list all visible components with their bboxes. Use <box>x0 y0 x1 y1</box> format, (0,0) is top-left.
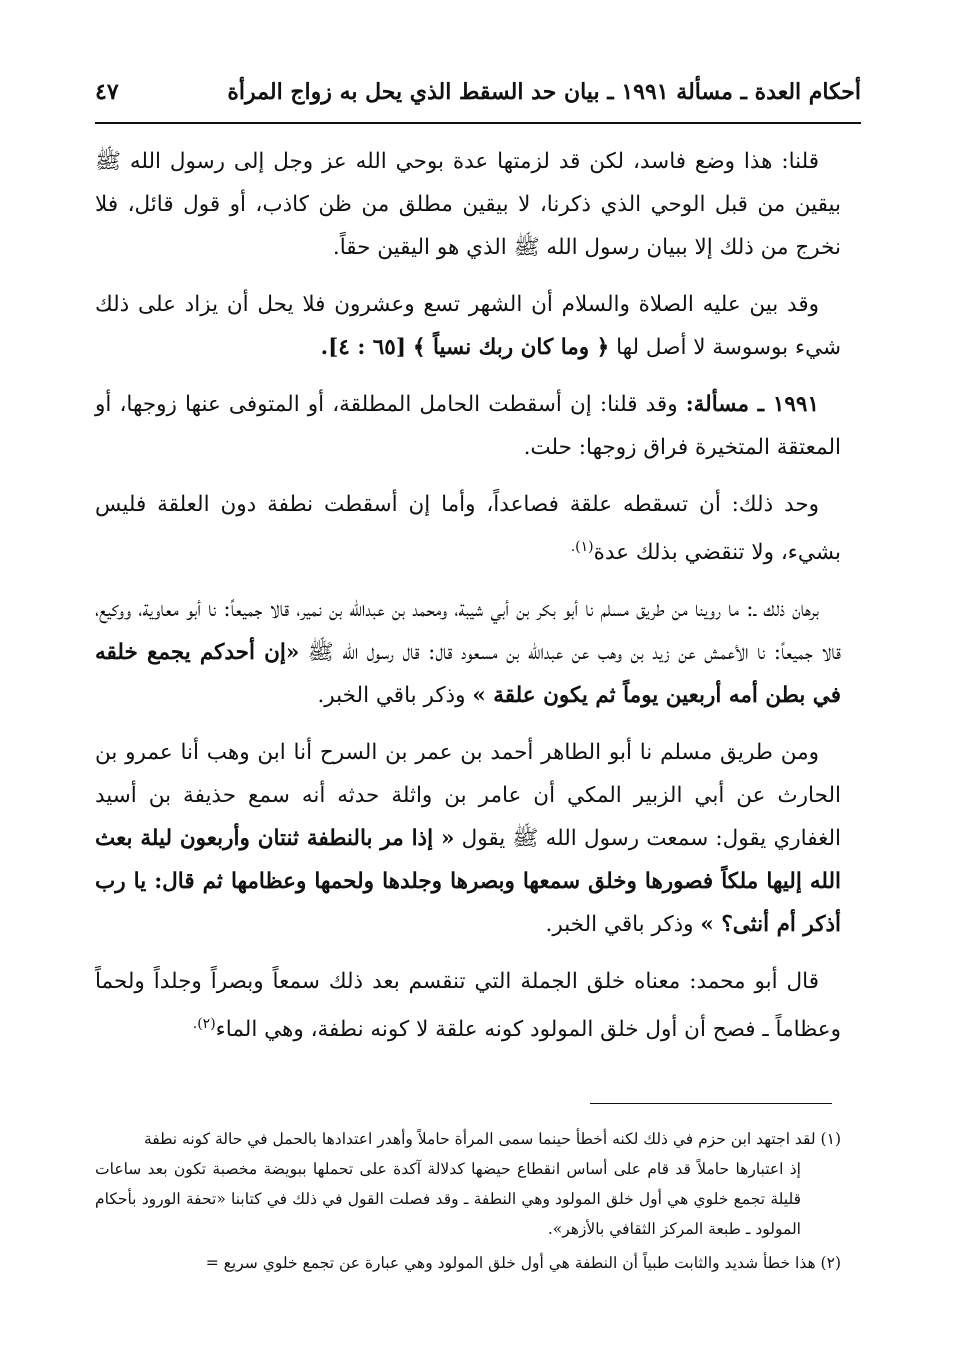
paragraph-5: برهان ذلك ـ: ما روينا من طريق مسلم نا أبو بكر بن أبي شيبة، ومحمد بن عبدالله بن نمير، قالا جميعاً: نا أبو معاوية، ووكيع، قالا جميعاً: نا الأعمش عن زيد بن وهب عن عبدالله بن مسعود قال: قال رسول الله ﷺ «إن أحدكم يجمع خلقه في بطن أمه أربعين يوماً ثم يكون علقة » وذكر باقي الخبر. <box>95 597 841 709</box>
paragraph-1: قلنا: هذا وضع فاسد، لكن قد لزمتها عدة بوحي الله عز وجل إلى رسول الله ﷺ بيقين من قبل الوحي الذي ذكرنا، لا بيقين مطلق من ظن كاذب، أو قول قائل، فلا نخرج من ذلك إلا ببيان رسول الله ﷺ الذي هو اليقين حقاً. <box>95 149 841 260</box>
page-header <box>95 70 861 114</box>
header-rule <box>95 122 861 124</box>
paragraph-3: ١٩٩١ ـ مسألة: وقد قلنا: إن أسقطت الحامل المطلقة، أو المتوفى عنها زوجها، أو المعتقة المتخيرة فراق زوجها: حلت. <box>95 392 841 460</box>
hadith-quote-2: « إذا مر بالنطفة ثنتان وأربعون ليلة بعث الله إليها ملكاً فصورها وخلق سمعها وبصرها وجلدها ولحمها وعظامها ثم قال: يا رب أذكر أم أنثى؟ » <box>95 826 841 938</box>
paragraph-4: وحد ذلك: أن تسقطه علقة فصاعداً، وأما إن أسقطت نطفة دون العلقة فليس بشيء، ولا تنقضي بذلك عدة$^{(١).}$ <box>95 492 841 566</box>
paragraph-6: ومن طريق مسلم نا أبو الطاهر أحمد بن عمر بن السرح أنا ابن وهب أنا عمرو بن الحارث عن أبي الزبير المكي أن عامر بن واثلة حدثه أنه سمع حذيفة بن أسيد الغفاري يقول: سمعت رسول الله ﷺ يقول « إذا مر بالنطفة ثنتان وأربعون ليلة بعث الله إليها ملكاً فصورها وخلق سمعها وبصرها وجلدها ولحمها وعظامها ثم قال: يا رب أذكر أم أنثى؟ » وذكر باقي الخبر. <box>95 740 841 938</box>
page-number: ٤٧ <box>95 79 119 105</box>
footnote-ref-2: (٢). <box>192 1016 216 1033</box>
footnote-2: (٢) هذا خطأ شديد والثابت طبياً أن النطفة هي أول خلق المولود وهي عبارة عن تجمع خلوي سريع = <box>205 1254 841 1272</box>
running-title: أحكام العدة ـ مسألة ١٩٩١ ـ بيان حد السقط الذي يحل به زواج المرأة <box>227 79 861 105</box>
footnotes <box>95 1124 841 1278</box>
footnote-1-continued: إذ اعتبارها حاملاً قد قام على أساس انقطاع حيضها كدلالة آكدة على تحملها ببويضة مخصبة تكون بعد ساعات قليلة تجمع خلوي هي أول خلق المولود وهي النطفة ـ وقد فصلت القول في ذلك في كتابنا «تحفة الورود بأحكام المولود ـ طبعة المركز الثقافي بالأزهر». <box>95 1160 801 1238</box>
footnote-ref-1: (١). <box>570 539 594 555</box>
footnote-rule <box>590 1103 832 1104</box>
verse-reference: [٦٥ : ٤]. <box>320 335 407 360</box>
issue-label: ١٩٩١ ـ مسألة: <box>685 392 820 417</box>
paragraph-7: قال أبو محمد: معناه خلق الجملة التي تنقسم بعد ذلك سمعاً وبصراً وجلداً ولحماً وعظاماً ـ فصح أن أول خلق المولود كونه علقة لا كونه نطفة، وهي الماء$^{(٢).}$ <box>95 969 841 1043</box>
footnote-1: (١) لقد اجتهد ابن حزم في ذلك لكنه أخطأ حينما سمى المرأة حاملاً وأهدر اعتدادها بالحمل في حالة كونه نطفة <box>143 1130 841 1148</box>
quran-verse: ﴿ وما كان ربك نسياً ﴾ <box>412 335 610 360</box>
hadith-quote-1: «إن أحدكم يجمع خلقه في بطن أمه أربعين يوماً ثم يكون علقة » <box>95 640 841 709</box>
paragraph-2: وقد بين عليه الصلاة والسلام أن الشهر تسع وعشرون فلا يحل أن يزاد على ذلك شيء بوسوسة لا أصل لها ﴿ وما كان ربك نسياً ﴾ [٦٥ : ٤]. <box>95 292 841 360</box>
main-text <box>95 140 841 1065</box>
